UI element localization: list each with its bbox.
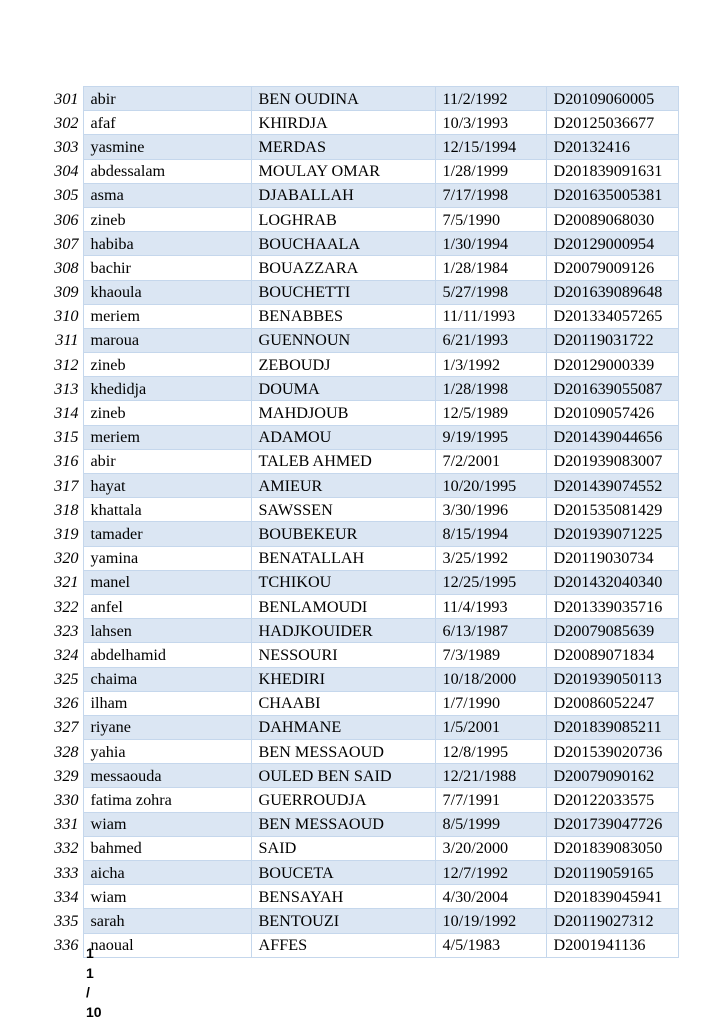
page-number-char: 10 <box>86 1003 102 1020</box>
last-name-cell: ADAMOU <box>251 425 435 449</box>
first-name-cell: afaf <box>83 111 251 135</box>
first-name-cell: yasmine <box>83 135 251 159</box>
table-row <box>48 715 678 739</box>
student-table <box>48 86 679 958</box>
birth-date-cell: 4/5/1983 <box>435 933 546 957</box>
registration-id-cell: D20109057426 <box>546 401 678 425</box>
table-row <box>48 885 678 909</box>
first-name-cell: messaouda <box>83 764 251 788</box>
table-row <box>48 740 678 764</box>
first-name-cell: yahia <box>83 740 251 764</box>
row-number: 320 <box>54 549 79 568</box>
birth-date-cell: 5/27/1998 <box>435 280 546 304</box>
table-row <box>48 594 678 618</box>
table-row <box>48 111 678 135</box>
row-number: 317 <box>54 476 79 495</box>
first-name-cell: wiam <box>83 812 251 836</box>
registration-id-cell: D201639055087 <box>546 377 678 401</box>
last-name-cell: AMIEUR <box>251 474 435 498</box>
first-name-cell: asma <box>83 183 251 207</box>
last-name-cell: CHAABI <box>251 691 435 715</box>
registration-id-cell: D201432040340 <box>546 570 678 594</box>
table-row <box>48 328 678 352</box>
page-number-char: 1 <box>86 945 94 961</box>
first-name-cell: aicha <box>83 861 251 885</box>
table-row <box>48 861 678 885</box>
birth-date-cell: 10/19/1992 <box>435 909 546 933</box>
registration-id-cell: D20109060005 <box>546 87 678 111</box>
registration-id-cell: D201939071225 <box>546 522 678 546</box>
table-row <box>48 377 678 401</box>
birth-date-cell: 8/15/1994 <box>435 522 546 546</box>
birth-date-cell: 1/28/1999 <box>435 159 546 183</box>
row-number: 326 <box>54 694 79 713</box>
first-name-cell: ilham <box>83 691 251 715</box>
last-name-cell: KHEDIRI <box>251 667 435 691</box>
registration-id-cell: D201439044656 <box>546 425 678 449</box>
row-number: 308 <box>54 258 79 277</box>
row-number: 304 <box>54 162 79 181</box>
page-number-char: / <box>86 984 90 1000</box>
birth-date-cell: 1/3/1992 <box>435 353 546 377</box>
first-name-cell: fatima zohra <box>83 788 251 812</box>
row-number: 324 <box>54 645 79 664</box>
registration-id-cell: D20132416 <box>546 135 678 159</box>
first-name-cell: manel <box>83 570 251 594</box>
row-number: 311 <box>55 331 79 350</box>
birth-date-cell: 7/5/1990 <box>435 207 546 231</box>
table-row <box>48 232 678 256</box>
table-row <box>48 619 678 643</box>
registration-id-cell: D20079085639 <box>546 619 678 643</box>
last-name-cell: MOULAY OMAR <box>251 159 435 183</box>
row-number: 335 <box>54 911 79 930</box>
last-name-cell: TALEB AHMED <box>251 449 435 473</box>
first-name-cell: khattala <box>83 498 251 522</box>
row-number: 307 <box>54 234 79 253</box>
last-name-cell: OULED BEN SAID <box>251 764 435 788</box>
table-row <box>48 546 678 570</box>
first-name-cell: lahsen <box>83 619 251 643</box>
table-row <box>48 425 678 449</box>
row-number: 309 <box>54 283 79 302</box>
row-number: 323 <box>54 621 79 640</box>
row-number: 328 <box>54 742 79 761</box>
first-name-cell: riyane <box>83 715 251 739</box>
last-name-cell: HADJKOUIDER <box>251 619 435 643</box>
table-row <box>48 159 678 183</box>
registration-id-cell: D201839091631 <box>546 159 678 183</box>
registration-id-cell: D201339035716 <box>546 594 678 618</box>
last-name-cell: BEN OUDINA <box>251 87 435 111</box>
registration-id-cell: D20079009126 <box>546 256 678 280</box>
birth-date-cell: 12/7/1992 <box>435 861 546 885</box>
table-row <box>48 836 678 860</box>
birth-date-cell: 7/17/1998 <box>435 183 546 207</box>
birth-date-cell: 1/28/1984 <box>435 256 546 280</box>
row-number: 301 <box>54 89 79 108</box>
registration-id-cell: D20119030734 <box>546 546 678 570</box>
birth-date-cell: 3/25/1992 <box>435 546 546 570</box>
last-name-cell: BENABBES <box>251 304 435 328</box>
last-name-cell: DOUMA <box>251 377 435 401</box>
table-row <box>48 353 678 377</box>
last-name-cell: KHIRDJA <box>251 111 435 135</box>
birth-date-cell: 4/30/2004 <box>435 885 546 909</box>
first-name-cell: habiba <box>83 232 251 256</box>
table-row <box>48 280 678 304</box>
first-name-cell: bachir <box>83 256 251 280</box>
first-name-cell: abir <box>83 449 251 473</box>
birth-date-cell: 10/18/2000 <box>435 667 546 691</box>
table-row <box>48 207 678 231</box>
row-number: 333 <box>54 863 79 882</box>
row-number: 315 <box>54 428 79 447</box>
last-name-cell: BEN MESSAOUD <box>251 812 435 836</box>
table-row <box>48 449 678 473</box>
registration-id-cell: D20089071834 <box>546 643 678 667</box>
birth-date-cell: 3/20/2000 <box>435 836 546 860</box>
last-name-cell: DJABALLAH <box>251 183 435 207</box>
birth-date-cell: 12/5/1989 <box>435 401 546 425</box>
table-row <box>48 256 678 280</box>
registration-id-cell: D20122033575 <box>546 788 678 812</box>
row-number: 330 <box>54 791 79 810</box>
row-number: 318 <box>54 500 79 519</box>
row-number: 319 <box>54 524 79 543</box>
registration-id-cell: D201535081429 <box>546 498 678 522</box>
table-row <box>48 474 678 498</box>
last-name-cell: GUERROUDJA <box>251 788 435 812</box>
table-row <box>48 183 678 207</box>
registration-id-cell: D20129000339 <box>546 353 678 377</box>
birth-date-cell: 10/3/1993 <box>435 111 546 135</box>
first-name-cell: yamina <box>83 546 251 570</box>
last-name-cell: BOUBEKEUR <box>251 522 435 546</box>
last-name-cell: SAID <box>251 836 435 860</box>
table-row <box>48 909 678 933</box>
table-row <box>48 764 678 788</box>
birth-date-cell: 12/21/1988 <box>435 764 546 788</box>
birth-date-cell: 11/4/1993 <box>435 594 546 618</box>
birth-date-cell: 11/2/1992 <box>435 87 546 111</box>
page-number-char: 1 <box>86 964 94 981</box>
first-name-cell: maroua <box>83 328 251 352</box>
registration-id-cell: D20086052247 <box>546 691 678 715</box>
table-row <box>48 498 678 522</box>
row-number: 334 <box>54 887 79 906</box>
first-name-cell: meriem <box>83 425 251 449</box>
registration-id-cell: D201839083050 <box>546 836 678 860</box>
table-row <box>48 691 678 715</box>
birth-date-cell: 7/3/1989 <box>435 643 546 667</box>
row-number: 316 <box>54 452 79 471</box>
birth-date-cell: 9/19/1995 <box>435 425 546 449</box>
first-name-cell: tamader <box>83 522 251 546</box>
birth-date-cell: 6/21/1993 <box>435 328 546 352</box>
last-name-cell: MERDAS <box>251 135 435 159</box>
last-name-cell: BENSAYAH <box>251 885 435 909</box>
last-name-cell: TCHIKOU <box>251 570 435 594</box>
birth-date-cell: 1/7/1990 <box>435 691 546 715</box>
last-name-cell: BEN MESSAOUD <box>251 740 435 764</box>
first-name-cell: anfel <box>83 594 251 618</box>
row-number: 329 <box>54 766 79 785</box>
registration-id-cell: D20079090162 <box>546 764 678 788</box>
birth-date-cell: 12/8/1995 <box>435 740 546 764</box>
row-number: 306 <box>54 210 79 229</box>
first-name-cell: bahmed <box>83 836 251 860</box>
student-table-body <box>48 87 678 958</box>
last-name-cell: GUENNOUN <box>251 328 435 352</box>
last-name-cell: NESSOURI <box>251 643 435 667</box>
last-name-cell: LOGHRAB <box>251 207 435 231</box>
last-name-cell: BENTOUZI <box>251 909 435 933</box>
registration-id-cell: D201539020736 <box>546 740 678 764</box>
last-name-cell: BOUCHETTI <box>251 280 435 304</box>
birth-date-cell: 7/7/1991 <box>435 788 546 812</box>
table-row <box>48 667 678 691</box>
registration-id-cell: D20119031722 <box>546 328 678 352</box>
row-number: 336 <box>54 936 79 955</box>
first-name-cell: zineb <box>83 401 251 425</box>
registration-id-cell: D201639089648 <box>546 280 678 304</box>
row-number: 312 <box>54 355 79 374</box>
table-row <box>48 812 678 836</box>
last-name-cell: MAHDJOUB <box>251 401 435 425</box>
registration-id-cell: D201839085211 <box>546 715 678 739</box>
table-row <box>48 643 678 667</box>
last-name-cell: BOUCETA <box>251 861 435 885</box>
birth-date-cell: 3/30/1996 <box>435 498 546 522</box>
table-row <box>48 135 678 159</box>
row-number: 325 <box>54 670 79 689</box>
registration-id-cell: D20119059165 <box>546 861 678 885</box>
last-name-cell: ZEBOUDJ <box>251 353 435 377</box>
row-number: 302 <box>54 113 79 132</box>
registration-id-cell: D20089068030 <box>546 207 678 231</box>
registration-id-cell: D201439074552 <box>546 474 678 498</box>
row-number: 310 <box>54 307 79 326</box>
first-name-cell: sarah <box>83 909 251 933</box>
last-name-cell: BENATALLAH <box>251 546 435 570</box>
row-number: 327 <box>54 718 79 737</box>
birth-date-cell: 1/28/1998 <box>435 377 546 401</box>
first-name-cell: naoual <box>83 933 251 957</box>
row-number: 313 <box>54 379 79 398</box>
row-number: 314 <box>54 404 79 423</box>
first-name-cell: abdessalam <box>83 159 251 183</box>
registration-id-cell: D201635005381 <box>546 183 678 207</box>
last-name-cell: AFFES <box>251 933 435 957</box>
registration-id-cell: D201939083007 <box>546 449 678 473</box>
first-name-cell: chaima <box>83 667 251 691</box>
first-name-cell: hayat <box>83 474 251 498</box>
row-number: 305 <box>54 186 79 205</box>
first-name-cell: khaoula <box>83 280 251 304</box>
birth-date-cell: 7/2/2001 <box>435 449 546 473</box>
registration-id-cell: D2001941136 <box>546 933 678 957</box>
birth-date-cell: 1/30/1994 <box>435 232 546 256</box>
first-name-cell: zineb <box>83 207 251 231</box>
birth-date-cell: 10/20/1995 <box>435 474 546 498</box>
row-number: 321 <box>54 573 79 592</box>
table-row <box>48 87 678 111</box>
registration-id-cell: D20125036677 <box>546 111 678 135</box>
first-name-cell: abdelhamid <box>83 643 251 667</box>
birth-date-cell: 8/5/1999 <box>435 812 546 836</box>
table-row <box>48 522 678 546</box>
table-row <box>48 401 678 425</box>
last-name-cell: BENLAMOUDI <box>251 594 435 618</box>
page-number <box>86 944 102 1022</box>
birth-date-cell: 1/5/2001 <box>435 715 546 739</box>
last-name-cell: DAHMANE <box>251 715 435 739</box>
row-number: 332 <box>54 839 79 858</box>
birth-date-cell: 11/11/1993 <box>435 304 546 328</box>
row-number: 322 <box>54 597 79 616</box>
table-row <box>48 570 678 594</box>
table-row <box>48 304 678 328</box>
table-row <box>48 788 678 812</box>
first-name-cell: zineb <box>83 353 251 377</box>
row-number: 331 <box>54 815 79 834</box>
last-name-cell: BOUCHAALA <box>251 232 435 256</box>
registration-id-cell: D20129000954 <box>546 232 678 256</box>
registration-id-cell: D201839045941 <box>546 885 678 909</box>
first-name-cell: wiam <box>83 885 251 909</box>
registration-id-cell: D20119027312 <box>546 909 678 933</box>
last-name-cell: SAWSSEN <box>251 498 435 522</box>
first-name-cell: meriem <box>83 304 251 328</box>
registration-id-cell: D201939050113 <box>546 667 678 691</box>
last-name-cell: BOUAZZARA <box>251 256 435 280</box>
birth-date-cell: 12/15/1994 <box>435 135 546 159</box>
row-number: 303 <box>54 137 79 156</box>
birth-date-cell: 6/13/1987 <box>435 619 546 643</box>
registration-id-cell: D201334057265 <box>546 304 678 328</box>
first-name-cell: abir <box>83 87 251 111</box>
first-name-cell: khedidja <box>83 377 251 401</box>
birth-date-cell: 12/25/1995 <box>435 570 546 594</box>
table-row <box>48 933 678 957</box>
registration-id-cell: D201739047726 <box>546 812 678 836</box>
